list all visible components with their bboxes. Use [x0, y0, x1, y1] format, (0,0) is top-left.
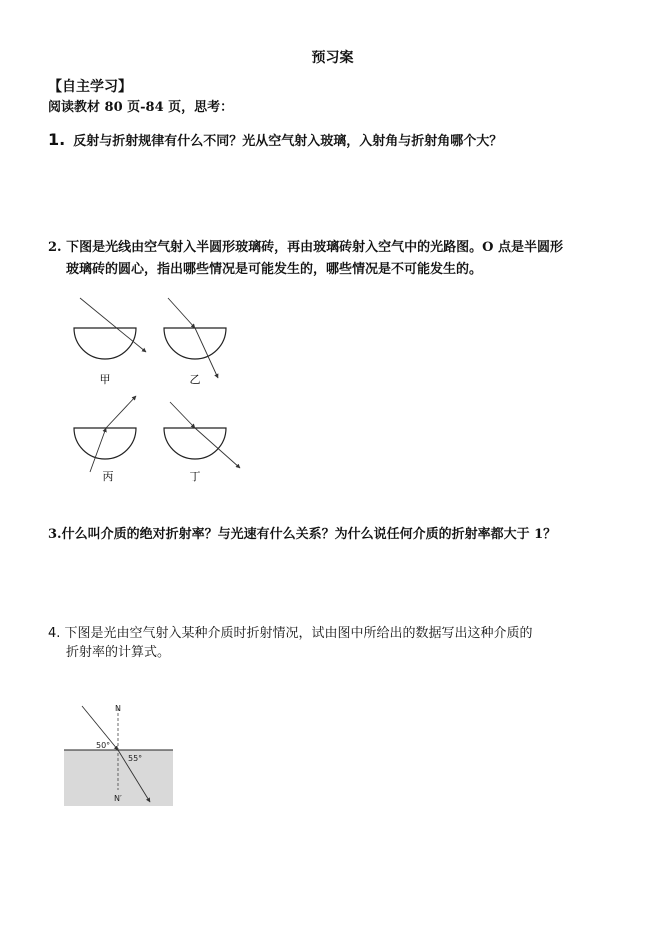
refracted-angle-label: 55°: [128, 754, 143, 763]
refraction-figure: [62, 700, 177, 812]
label-jia: 甲: [99, 373, 111, 386]
reading-instruction: 阅读教材 80 页-84 页，思考：: [48, 100, 234, 115]
question-1-text: 反射与折射规律有什么不同？光从空气射入玻璃，入射角与折射角哪个大？: [73, 134, 503, 149]
normal-label-top: N: [115, 704, 121, 713]
question-2-line-1: 2. 下图是光线由空气射入半圆形玻璃砖，再由玻璃砖射入空气中的光路图。O 点是半圆形: [48, 240, 563, 255]
question-2-line-2: 玻璃砖的圆心，指出哪些情况是可能发生的，哪些情况是不可能发生的。: [66, 262, 483, 277]
diagram-bing: [74, 396, 136, 472]
page-title: 预习案: [311, 50, 354, 66]
question-1-number: 1.: [48, 130, 66, 149]
question-3: 3.什么叫介质的绝对折射率？与光速有什么关系？为什么说任何介质的折射率都大于 1？: [48, 527, 557, 542]
incident-angle-label: 50°: [96, 741, 111, 750]
label-bing: 丙: [102, 470, 114, 483]
semicircle-glass-figure: [60, 290, 260, 490]
question-1: [48, 130, 502, 149]
section-heading: 【自主学习】: [48, 79, 132, 95]
diagram-ding: [164, 402, 240, 468]
label-yi: 乙: [189, 373, 201, 386]
label-ding: 丁: [189, 470, 201, 483]
diagram-jia: [74, 298, 146, 359]
normal-label-bottom: N′: [114, 794, 122, 803]
diagram-yi: [164, 298, 226, 378]
question-4-line-1: 4. 下图是光由空气射入某种介质时折射情况，试由图中所给出的数据写出这种介质的: [48, 626, 533, 641]
question-4-line-2: 折射率的计算式。: [66, 645, 171, 660]
